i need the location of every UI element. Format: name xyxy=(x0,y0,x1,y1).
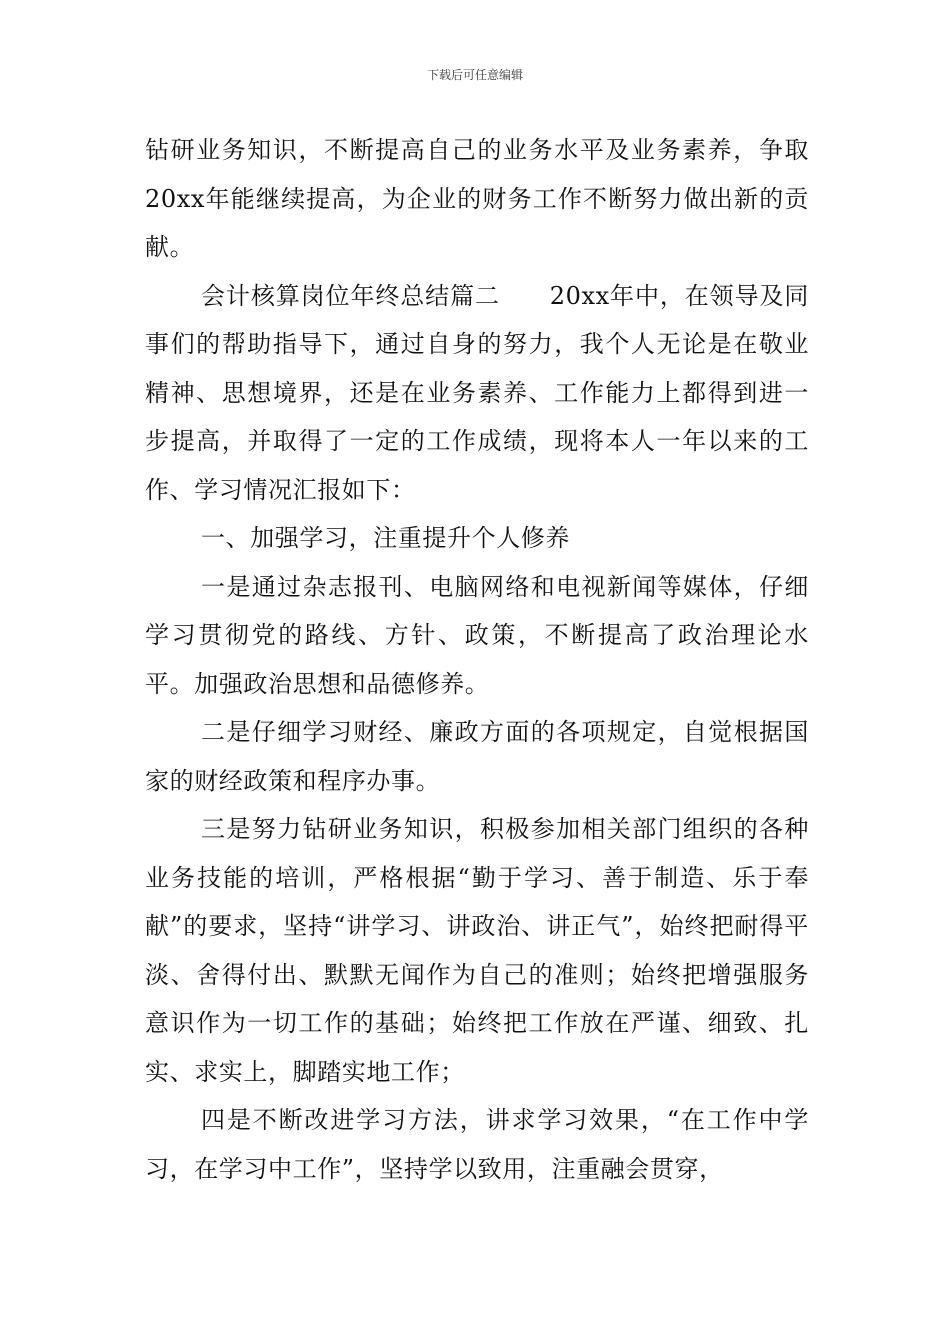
paragraph-3: 一是通过杂志报刊、电脑网络和电视新闻等媒体，仔细学习贯彻党的路线、方针、政策，不断提高了政治理论水平。加强政治思想和品德修养。 xyxy=(145,572,809,698)
document-body xyxy=(145,126,809,1193)
paragraph-4: 二是仔细学习财经、廉政方面的各项规定，自觉根据国家的财经政策和程序办事。 xyxy=(145,718,809,795)
page-header: 下载后可任意编辑 xyxy=(426,68,523,82)
paragraph-1: 钻研业务知识，不断提高自己的业务水平及业务素养，争取20xx年能继续提高，为企业的财务工作不断努力做出新的贡献。 xyxy=(145,136,809,261)
section-heading: 一、加强学习，注重提升个人修养 xyxy=(201,524,570,552)
paragraph-2: 会计核算岗位年终总结篇二 20xx年中，在领导及同事们的帮助指导下，通过自身的努力，我个人无论是在敬业精神、思想境界，还是在业务素养、工作能力上都得到进一步提高，并取得了一定的工作成绩，现将本人一年以来的工作、学习情况汇报如下： xyxy=(145,281,809,504)
paragraph-5: 三是努力钻研业务知识，积极参加相关部门组织的各种业务技能的培训，严格根据“勤于学习、善于制造、乐于奉献”的要求，坚持“讲学习、讲政治、讲正气”，始终把耐得平淡、舍得付出、默默无闻作为自己的准则；始终把增强服务意识作为一切工作的基础；始终把工作放在严谨、细致、扎实、求实上，脚踏实地工作； xyxy=(145,815,809,1086)
paragraph-6: 四是不断改进学习方法，讲求学习效果，“在工作中学习，在学习中工作”，坚持学以致用，注重融会贯穿， xyxy=(145,1106,809,1183)
